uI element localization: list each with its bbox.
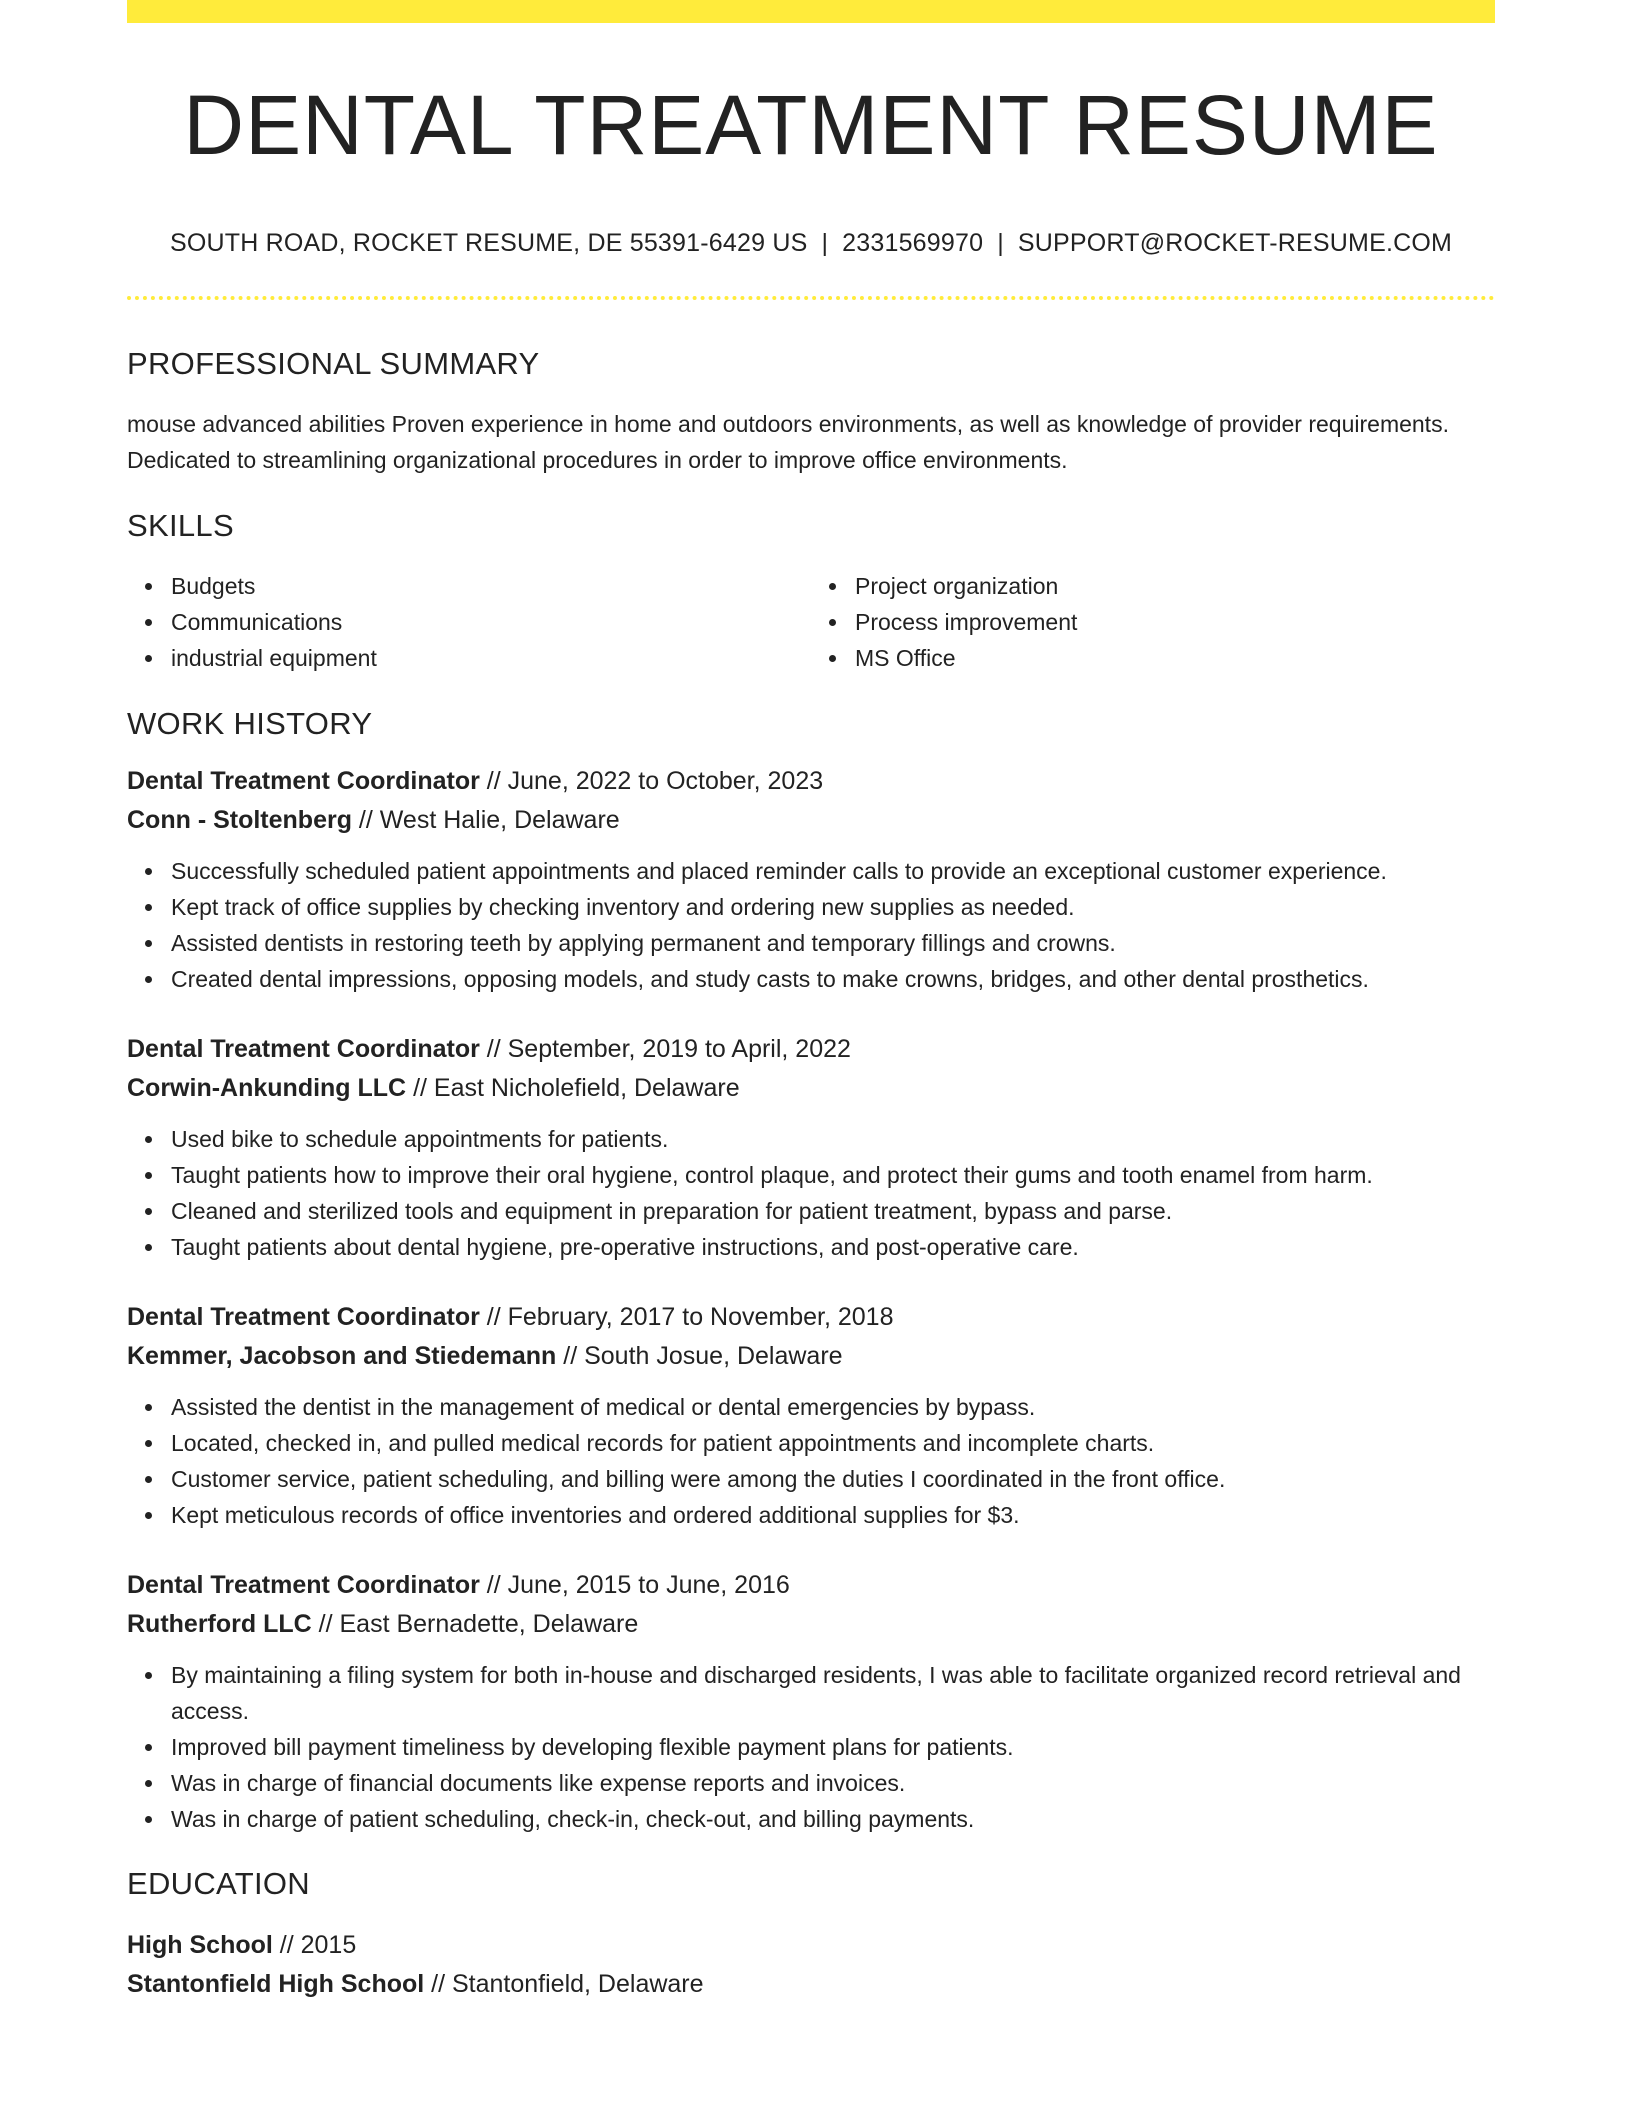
skill-item: industrial equipment bbox=[127, 640, 811, 676]
job-bullet: Cleaned and sterilized tools and equipment in preparation for patient treatment, bypass and parse. bbox=[127, 1193, 1495, 1229]
skill-item: Budgets bbox=[127, 568, 811, 604]
job-entry bbox=[127, 1566, 1495, 1837]
job-bullet: Was in charge of patient scheduling, check-in, check-out, and billing payments. bbox=[127, 1801, 1495, 1837]
job-bullets bbox=[127, 1389, 1495, 1533]
job-title: Dental Treatment Coordinator bbox=[127, 1303, 480, 1331]
summary-text: mouse advanced abilities Proven experience in home and outdoors environments, as well as knowledge of provider requirements. Dedicated to streamlining organizational procedures in order to improve office environments. bbox=[127, 411, 1449, 473]
dotted-divider bbox=[127, 296, 1495, 300]
accent-bar bbox=[127, 0, 1495, 23]
job-company: Rutherford LLC bbox=[127, 1610, 312, 1638]
phone: 2331569970 bbox=[842, 229, 984, 257]
education-section bbox=[127, 1866, 1495, 2004]
resume-title: DENTAL TREATMENT RESUME bbox=[183, 78, 1439, 172]
skill-item: Project organization bbox=[811, 568, 1495, 604]
job-company-line bbox=[127, 1605, 1495, 1644]
job-title-line bbox=[127, 762, 1495, 801]
job-location: // East Nicholefield, Delaware bbox=[406, 1074, 740, 1102]
job-bullet: Located, checked in, and pulled medical records for patient appointments and incomplete charts. bbox=[127, 1425, 1495, 1461]
contact-line bbox=[127, 229, 1495, 258]
skills-column-right bbox=[811, 568, 1495, 676]
education-entry bbox=[127, 1926, 1495, 2004]
job-entry bbox=[127, 1298, 1495, 1533]
skill-item: Communications bbox=[127, 604, 811, 640]
skill-item: MS Office bbox=[811, 640, 1495, 676]
job-company-line bbox=[127, 801, 1495, 840]
skills-heading: SKILLS bbox=[127, 508, 234, 543]
separator: | bbox=[997, 229, 1004, 257]
job-bullet: By maintaining a filing system for both in-house and discharged residents, I was able to facilitate organized record retrieval and access. bbox=[127, 1657, 1495, 1729]
education-school-line bbox=[127, 1965, 1495, 2004]
job-bullets bbox=[127, 853, 1495, 997]
job-location: // West Halie, Delaware bbox=[351, 806, 620, 834]
job-entry bbox=[127, 762, 1495, 997]
job-bullet: Improved bill payment timeliness by developing flexible payment plans for patients. bbox=[127, 1729, 1495, 1765]
job-dates: // June, 2022 to October, 2023 bbox=[479, 767, 824, 795]
job-entry bbox=[127, 1030, 1495, 1265]
work-history-heading: WORK HISTORY bbox=[127, 706, 373, 741]
job-dates: // February, 2017 to November, 2018 bbox=[479, 1303, 894, 1331]
job-company: Corwin-Ankunding LLC bbox=[127, 1074, 407, 1102]
job-bullet: Successfully scheduled patient appointments and placed reminder calls to provide an exceptional customer experience. bbox=[127, 853, 1495, 889]
skills-section bbox=[127, 508, 1495, 676]
job-title-line bbox=[127, 1030, 1495, 1069]
education-location: // Stantonfield, Delaware bbox=[424, 1970, 704, 1998]
education-degree: High School bbox=[127, 1931, 273, 1959]
job-title-line bbox=[127, 1566, 1495, 1605]
job-bullet: Was in charge of financial documents like expense reports and invoices. bbox=[127, 1765, 1495, 1801]
education-year: // 2015 bbox=[272, 1931, 357, 1959]
job-bullets bbox=[127, 1657, 1495, 1837]
job-bullet: Used bike to schedule appointments for patients. bbox=[127, 1121, 1495, 1157]
skill-item: Process improvement bbox=[811, 604, 1495, 640]
job-company: Kemmer, Jacobson and Stiedemann bbox=[127, 1342, 557, 1370]
job-dates: // June, 2015 to June, 2016 bbox=[479, 1571, 790, 1599]
job-bullet: Taught patients how to improve their oral hygiene, control plaque, and protect their gums and tooth enamel from harm. bbox=[127, 1157, 1495, 1193]
job-bullet: Assisted dentists in restoring teeth by applying permanent and temporary fillings and crowns. bbox=[127, 925, 1495, 961]
education-degree-line bbox=[127, 1926, 1495, 1965]
skills-column-left bbox=[127, 568, 811, 676]
job-title: Dental Treatment Coordinator bbox=[127, 1571, 480, 1599]
job-company: Conn - Stoltenberg bbox=[127, 806, 352, 834]
job-title: Dental Treatment Coordinator bbox=[127, 767, 480, 795]
job-company-line bbox=[127, 1337, 1495, 1376]
job-location: // South Josue, Delaware bbox=[556, 1342, 843, 1370]
job-bullets bbox=[127, 1121, 1495, 1265]
email: SUPPORT@ROCKET-RESUME.COM bbox=[1017, 229, 1453, 257]
skills-list bbox=[127, 568, 1495, 676]
education-heading: EDUCATION bbox=[127, 1866, 310, 1901]
summary-section bbox=[127, 346, 1495, 478]
resume-page bbox=[127, 0, 1495, 2004]
job-bullet: Created dental impressions, opposing models, and study casts to make crowns, bridges, and other dental prosthetics. bbox=[127, 961, 1495, 997]
job-bullet: Taught patients about dental hygiene, pre-operative instructions, and post-operative care. bbox=[127, 1229, 1495, 1265]
job-dates: // September, 2019 to April, 2022 bbox=[479, 1035, 851, 1063]
job-bullet: Kept track of office supplies by checking inventory and ordering new supplies as needed. bbox=[127, 889, 1495, 925]
job-title: Dental Treatment Coordinator bbox=[127, 1035, 480, 1063]
job-location: // East Bernadette, Delaware bbox=[311, 1610, 639, 1638]
separator: | bbox=[821, 229, 829, 257]
job-title-line bbox=[127, 1298, 1495, 1337]
address: SOUTH ROAD, ROCKET RESUME, DE 55391-6429 US bbox=[169, 229, 808, 257]
job-bullet: Kept meticulous records of office inventories and ordered additional supplies for $3. bbox=[127, 1497, 1495, 1533]
summary-heading: PROFESSIONAL SUMMARY bbox=[127, 346, 540, 381]
job-bullet: Assisted the dentist in the management of medical or dental emergencies by bypass. bbox=[127, 1389, 1495, 1425]
work-history-section bbox=[127, 706, 1495, 1837]
job-company-line bbox=[127, 1069, 1495, 1108]
education-school: Stantonfield High School bbox=[127, 1970, 425, 1998]
job-bullet: Customer service, patient scheduling, and billing were among the duties I coordinated in the front office. bbox=[127, 1461, 1495, 1497]
